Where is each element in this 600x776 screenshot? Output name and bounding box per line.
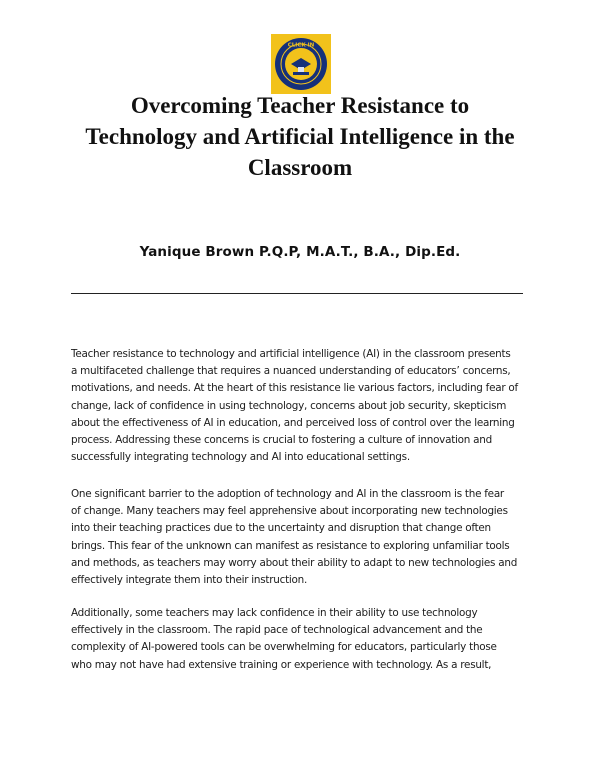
author-byline: Yanique Brown P.Q.P, M.A.T., B.A., Dip.Ed.: [139, 244, 461, 260]
paragraph-line: motivations, and needs. At the heart of this resistance lie various factors, including fear of: [71, 382, 518, 395]
paragraph-line: Teacher resistance to technology and artificial intelligence (AI) in the classroom presents: [71, 348, 511, 360]
paragraph-line: into their teaching practices due to the uncertainty and disruption that change often: [71, 522, 491, 535]
paragraph: [71, 486, 531, 589]
paragraph-line: One significant barrier to the adoption of technology and AI in the classroom is the fear: [71, 488, 504, 500]
paragraph-line: brings. This fear of the unknown can manifest as resistance to exploring unfamiliar tools: [71, 539, 510, 552]
paragraph-line: effectively integrate them into their instruction.: [71, 574, 308, 587]
paragraph-line: about the effectiveness of AI in education, and perceived loss of control over the learning: [71, 416, 515, 429]
logo-seal: [271, 34, 331, 94]
paragraph-line: effectively in the classroom. The rapid pace of technological advancement and the: [71, 624, 483, 637]
document-title: [40, 90, 560, 183]
paragraph-line: who may not have had extensive training or experience with technology. As a result,: [71, 658, 492, 671]
paragraph-line: complexity of AI-powered tools can be overwhelming for educators, particularly those: [71, 641, 497, 654]
click-in-seal-icon: [271, 34, 331, 94]
paragraph-line: change, lack of confidence in using technology, concerns about job security, skepticism: [71, 399, 507, 412]
paragraph: [71, 605, 531, 674]
title-line: Overcoming Teacher Resistance to: [130, 93, 470, 118]
paragraph-line: process. Addressing these concerns is crucial to fostering a culture of innovation and: [71, 434, 492, 447]
paragraph-line: and methods, as teachers may worry about their ability to adapt to new technologies and: [71, 556, 518, 569]
paragraph-line: a multifaceted challenge that requires a nuanced understanding of educators’ concerns,: [71, 365, 511, 378]
paragraph-line: of change. Many teachers may feel apprehensive about incorporating new technologies: [71, 505, 508, 518]
logo-text: CLICK IN: [287, 42, 315, 49]
paragraph-line: Additionally, some teachers may lack confidence in their ability to use technology: [71, 607, 478, 619]
paragraph-line: successfully integrating technology and AI into educational settings.: [71, 451, 410, 464]
paragraph: [71, 346, 531, 466]
title-line: Classroom: [247, 155, 353, 180]
title-line: Technology and Artificial Intelligence in the: [85, 124, 515, 149]
divider-rule: [71, 293, 523, 294]
